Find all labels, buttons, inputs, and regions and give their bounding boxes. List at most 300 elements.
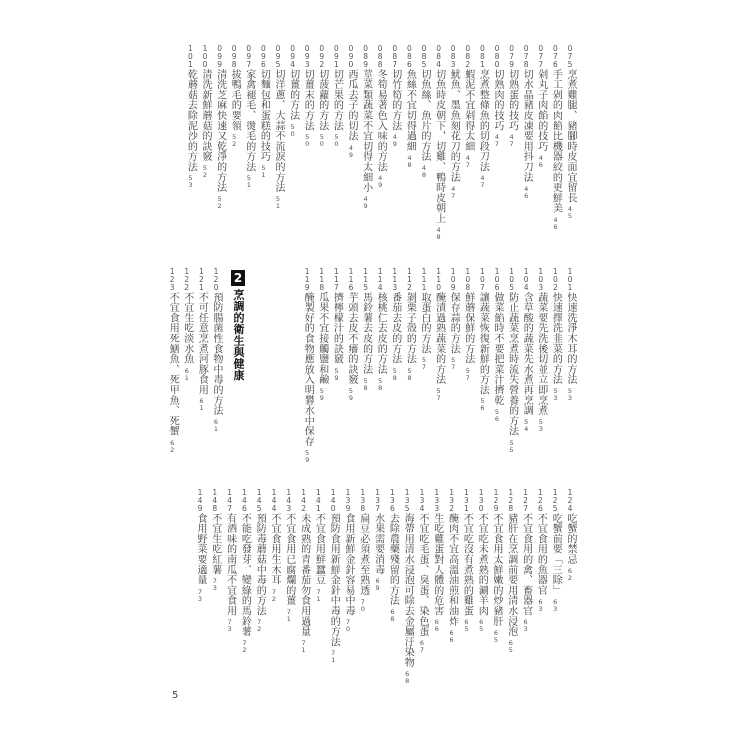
entry-title: 食用新鮮金針容易中毒 [343, 513, 354, 617]
toc-entry[interactable] [477, 45, 487, 189]
entry-number: 0 8 7 [392, 44, 398, 69]
entry-number: 1 2 4 [567, 488, 573, 513]
entry-number: 1 1 1 [421, 267, 427, 292]
entry-title: 生吃雞蛋對人體的危害 [431, 513, 443, 617]
entry-page: 7 2 [242, 639, 247, 654]
entry-title: 冬筍易著色入味的方法 [375, 69, 387, 173]
entry-title: 不宜生吃紅薯 [209, 513, 221, 576]
entry-page: 5 9 [305, 448, 310, 464]
entry-page: 6 1 [199, 397, 204, 413]
entry-title: 不宜食用的禽、畜器官 [520, 513, 532, 617]
entry-title: 不宜吃沒有煮熟的雞蛋 [461, 513, 473, 617]
entry-number: 1 2 9 [493, 488, 499, 513]
entry-title: 保存蒜的方法 [448, 292, 460, 355]
entry-page: 5 3 [553, 387, 558, 403]
toc-entry[interactable] [565, 45, 575, 220]
toc-entry[interactable] [346, 45, 356, 159]
entry-title: 手工剁的肉餡比機器絞的更鮮美 [550, 69, 562, 214]
entry-number: 0 9 4 [290, 44, 295, 69]
entry-number: 1 4 5 [256, 488, 262, 513]
entry-page: 7 2 [257, 618, 262, 634]
entry-number: 1 0 0 [202, 44, 208, 69]
entry-number: 1 4 1 [316, 488, 321, 513]
entry-page: 7 1 [286, 608, 291, 624]
entry-number: 1 3 6 [390, 488, 395, 513]
entry-number: 1 0 7 [480, 267, 485, 292]
toc-entry[interactable] [419, 268, 429, 371]
toc-entry[interactable] [550, 45, 560, 231]
entry-number: 1 2 6 [538, 488, 543, 513]
entry-title: 不宜吃毛蛋、臭蛋、染色蛋 [417, 513, 428, 637]
toc-entry[interactable] [402, 489, 412, 685]
toc-entry[interactable] [434, 45, 444, 241]
entry-page: 5 1 [261, 164, 266, 180]
entry-number: 1 4 8 [212, 488, 218, 513]
entry-number: 1 2 1 [199, 267, 204, 292]
toc-entry[interactable] [273, 45, 283, 210]
entry-page: 4 8 [421, 164, 427, 180]
toc-entry[interactable] [536, 45, 546, 169]
toc-entry[interactable] [521, 268, 531, 433]
entry-page: 5 3 [567, 387, 573, 403]
entry-page: 5 0 [290, 122, 295, 138]
entry-number: 1 2 7 [523, 488, 528, 513]
toc-entry[interactable] [244, 45, 254, 189]
toc-entry[interactable] [447, 489, 457, 644]
entry-page: 4 6 [524, 184, 529, 200]
toc-entry[interactable] [331, 45, 341, 148]
entry-page: 6 3 [538, 597, 543, 613]
entry-number: 1 0 1 [188, 44, 193, 69]
entry-title: 不宜吃未煮熟的涮羊肉 [476, 513, 488, 617]
toc-entry[interactable] [258, 45, 268, 179]
toc-entry[interactable] [284, 489, 294, 623]
entry-title: 預防腸菌性食物中毒的方法 [211, 292, 222, 416]
toc-entry[interactable] [182, 268, 192, 382]
entry-page: 7 0 [360, 597, 365, 613]
toc-entry[interactable] [506, 489, 516, 654]
toc-entry[interactable] [210, 489, 220, 592]
entry-title: 切熟肉的技巧 [492, 69, 503, 132]
entry-number: 1 1 4 [377, 267, 383, 292]
entry-page: 4 7 [494, 133, 500, 149]
entry-title: 切魚絲、魚片的方法 [419, 69, 430, 163]
entry-title: 瓜果不宜接觸鹽和鹼 [316, 292, 328, 386]
entry-title: 切竹筍的方法 [389, 69, 401, 132]
entry-number: 0 9 3 [304, 44, 310, 69]
entry-title: 不宜食用的魚器官 [535, 513, 547, 596]
entry-page: 7 0 [345, 618, 351, 634]
entry-title: 魷魚、墨魚刻花刀的方法 [448, 69, 460, 183]
entry-page: 4 9 [348, 143, 354, 159]
entry-title: 不宜食用死鱔魚、死甲魚、死蟹 [167, 292, 179, 437]
entry-title: 不可任意烹煮河豚食用 [196, 292, 208, 396]
toc-entry[interactable] [167, 268, 177, 454]
toc-entry[interactable] [225, 489, 235, 633]
entry-number: 1 2 2 [184, 267, 190, 292]
toc-entry[interactable] [434, 268, 444, 402]
entry-title: 切魚時皮朝下，切雞、鴨時皮朝上 [433, 69, 445, 224]
entry-number: 1 4 3 [286, 488, 292, 513]
entry-number: 1 3 7 [375, 488, 380, 513]
entry-page: 4 6 [538, 153, 543, 169]
entry-page: 4 9 [392, 133, 397, 149]
entry-page: 6 5 [493, 628, 499, 644]
entry-page: 6 5 [508, 639, 513, 654]
entry-number: 0 8 5 [421, 44, 427, 69]
entry-number: 1 2 3 [169, 267, 175, 292]
entry-page: 7 3 [212, 577, 217, 593]
section-title: 烹調的衛生與健康 [232, 289, 245, 381]
entry-title: 莖菜類蔬菜不宜切得太細小 [360, 69, 372, 193]
entry-page: 6 1 [213, 418, 219, 433]
entry-page: 5 9 [348, 387, 354, 403]
entry-page: 6 7 [419, 639, 425, 654]
toc-entry[interactable] [507, 45, 517, 148]
toc-entry[interactable] [463, 45, 473, 169]
entry-number: 1 2 0 [213, 267, 219, 292]
entry-page: 5 0 [319, 133, 324, 149]
entry-page: 5 1 [246, 174, 251, 190]
toc-entry[interactable] [536, 268, 546, 433]
entry-number: 0 8 1 [480, 44, 485, 69]
entry-title: 乾蘑菇去除泥沙的方法 [185, 69, 197, 173]
toc-entry[interactable] [254, 489, 264, 633]
entry-number: 0 7 6 [553, 44, 558, 69]
entry-title: 切薑的方法 [287, 69, 299, 121]
entry-title: 海帶用清水浸泡可除去金屬汙染物 [402, 513, 414, 668]
entry-number: 1 0 5 [509, 267, 514, 292]
entry-number: 0 9 2 [319, 44, 325, 69]
entry-number: 0 9 6 [261, 44, 266, 69]
entry-page: 7 3 [227, 618, 232, 634]
entry-title: 預防毒蘑菇中毒的方法 [254, 513, 266, 617]
toc-entry[interactable] [328, 489, 338, 664]
toc-entry[interactable] [317, 45, 327, 148]
toc-entry[interactable] [476, 489, 486, 633]
entry-title: 蔬菜要先洗後切並立即烹煮 [535, 292, 547, 416]
toc-entry[interactable] [507, 268, 517, 454]
entry-title: 醃肉不宜高溫油煎和油炸 [446, 513, 458, 627]
entry-number: 1 1 9 [304, 267, 310, 292]
entry-number: 1 4 2 [301, 488, 306, 513]
entry-page: 4 7 [451, 184, 456, 200]
entry-title: 不宜食用生木耳 [269, 513, 280, 586]
entry-number: 1 0 4 [523, 267, 529, 292]
toc-entry[interactable] [288, 45, 298, 138]
toc-entry[interactable] [463, 268, 473, 382]
entry-page: 5 8 [378, 376, 383, 392]
toc-entry[interactable] [550, 268, 560, 402]
entry-title: 馬鈴薯去皮的方法 [360, 292, 372, 375]
entry-page: 5 7 [451, 356, 456, 372]
entry-number: 1 0 1 [567, 267, 573, 292]
entry-page: 5 0 [305, 133, 310, 149]
entry-title: 豬肝在烹調前要用清水浸泡 [505, 513, 517, 637]
entry-page: 7 1 [331, 649, 336, 665]
entry-page: 5 2 [232, 133, 237, 149]
entry-title: 擠檸檬汁的訣竅 [331, 292, 343, 365]
entry-number: 1 4 4 [271, 488, 277, 513]
entry-page: 4 9 [363, 195, 368, 210]
entry-page: 7 3 [197, 587, 203, 603]
entry-page: 5 8 [392, 366, 397, 382]
entry-number: 1 1 2 [407, 267, 412, 292]
entry-number: 1 3 9 [345, 488, 351, 513]
entry-title: 扁豆必須煮至熟透 [357, 513, 369, 596]
entry-page: 5 6 [480, 397, 485, 413]
entry-number: 1 3 0 [478, 488, 484, 513]
entry-page: 5 6 [494, 407, 500, 423]
entry-number: 1 0 3 [538, 267, 544, 292]
toc-entry[interactable] [550, 489, 560, 613]
entry-number: 0 7 9 [509, 44, 514, 69]
entry-page: 6 8 [390, 608, 395, 624]
toc-entry[interactable] [361, 268, 371, 392]
toc-entry[interactable] [200, 45, 210, 179]
toc-entry[interactable] [387, 489, 397, 623]
entry-title: 剁丸子肉餡的技巧 [535, 69, 547, 152]
entry-number: 1 3 1 [464, 488, 469, 513]
toc-entry[interactable] [404, 45, 414, 169]
entry-page: 5 7 [465, 366, 470, 382]
toc-entry[interactable] [491, 489, 501, 644]
entry-page: 7 1 [301, 639, 306, 654]
entry-page: 4 8 [436, 225, 441, 241]
entry-title: 切麵包和蛋糕的技巧 [258, 69, 270, 163]
entry-title: 切薑末的方法 [302, 69, 314, 132]
entry-page: 5 0 [334, 133, 339, 149]
entry-number: 0 8 3 [450, 44, 456, 69]
entry-title: 不宜生吃淡水魚 [181, 292, 193, 365]
entry-title: 清洗芝麻快速又乾淨的方法 [214, 69, 226, 193]
entry-page: 5 2 [202, 164, 208, 180]
entry-number: 1 3 2 [449, 488, 454, 513]
entry-page: 6 3 [523, 618, 528, 634]
toc-entry[interactable] [492, 45, 502, 148]
entry-number: 0 9 8 [231, 44, 237, 69]
entry-title: 不能吃發芽、變綠的馬鈴薯 [239, 513, 251, 637]
entry-number: 1 3 3 [434, 488, 440, 513]
entry-number: 0 9 7 [246, 44, 252, 69]
entry-page: 6 9 [375, 577, 380, 593]
entry-number: 0 7 8 [523, 44, 529, 69]
entry-title: 蝦泥不宜剁得太細 [462, 69, 474, 152]
entry-number: 0 7 5 [567, 44, 573, 69]
entry-number: 1 1 5 [363, 267, 368, 292]
entry-page: 5 7 [421, 356, 427, 372]
entry-page: 7 1 [316, 587, 321, 603]
entry-number: 0 9 1 [334, 44, 339, 69]
toc-entry[interactable] [565, 489, 575, 582]
entry-page: 6 1 [184, 366, 189, 382]
section-number: 2 [231, 270, 245, 286]
entry-page: 4 6 [553, 215, 558, 231]
entry-page: 6 2 [170, 438, 175, 454]
toc-entry[interactable] [419, 45, 429, 179]
entry-title: 取蛋白的方法 [419, 292, 430, 355]
entry-page: 4 9 [378, 174, 383, 190]
toc-entry[interactable] [302, 45, 312, 148]
entry-page: 5 4 [524, 418, 529, 433]
entry-page: 4 8 [407, 153, 412, 169]
entry-number: 1 1 8 [319, 267, 325, 292]
toc-entry[interactable] [565, 268, 575, 402]
entry-number: 1 1 6 [348, 267, 354, 292]
entry-page: 5 2 [217, 195, 222, 210]
entry-number: 1 1 3 [392, 267, 398, 292]
toc-entry[interactable] [346, 268, 356, 402]
entry-title: 核桃仁去皮的方法 [375, 292, 387, 375]
entry-title: 切菠蘿的方法 [316, 69, 328, 132]
entry-page: 4 7 [509, 133, 514, 149]
toc-entry[interactable] [343, 489, 353, 633]
entry-number: 1 4 6 [242, 488, 247, 513]
toc-entry[interactable] [373, 489, 383, 592]
toc-entry[interactable] [390, 45, 400, 148]
entry-title: 吃蟹前要「三除」 [550, 513, 562, 596]
toc-entry[interactable] [477, 268, 487, 412]
toc-entry[interactable] [361, 45, 371, 210]
toc-entry[interactable] [331, 268, 341, 382]
entry-page: 5 8 [407, 366, 412, 382]
entry-title: 切水晶豬皮凍要用抖刀法 [521, 69, 533, 183]
toc-entry[interactable] [448, 268, 458, 371]
toc-entry[interactable] [185, 45, 195, 189]
toc-entry[interactable] [448, 45, 458, 200]
entry-title: 西瓜去子的切法 [346, 69, 357, 142]
entry-title: 拔鴨毛的要領 [229, 69, 241, 132]
entry-number: 1 4 7 [227, 488, 232, 513]
toc-entry[interactable] [299, 489, 309, 654]
entry-number: 0 8 6 [407, 44, 412, 69]
entry-title: 鮮蘑保鮮的方法 [462, 292, 474, 365]
entry-title: 預防食用新鮮金針中毒的方法 [328, 513, 340, 648]
toc-entry[interactable] [317, 268, 327, 402]
entry-title: 家禽褪毛、燙毛的方法 [243, 69, 255, 173]
entry-number: 0 8 2 [465, 44, 471, 69]
entry-number: 0 7 7 [538, 44, 544, 69]
toc-entry[interactable] [492, 268, 502, 423]
entry-number: 1 3 8 [360, 488, 366, 513]
entry-title: 快速擇洗韭菜的方法 [550, 292, 562, 386]
entry-number: 1 2 8 [508, 488, 514, 513]
entry-page: 6 5 [479, 618, 484, 634]
entry-title: 水果需要消毒 [372, 513, 384, 576]
toc-entry[interactable] [211, 268, 221, 433]
entry-title: 含草酸的蔬菜先水煮再烹調 [521, 292, 533, 416]
entry-number: 0 9 5 [275, 44, 281, 69]
toc-entry[interactable] [404, 268, 414, 382]
entry-title: 醃製好的食物應放入明礬水中保存 [302, 292, 314, 447]
entry-page: 6 8 [405, 669, 410, 685]
entry-number: 1 0 6 [494, 267, 500, 292]
toc-entry[interactable] [239, 489, 249, 654]
entry-title: 烹煮整條魚的切段刀法 [477, 69, 489, 173]
entry-page: 6 3 [553, 597, 558, 613]
entry-number: 0 8 8 [377, 44, 383, 69]
entry-title: 切熟蛋的技巧 [506, 69, 518, 132]
entry-page: 5 9 [334, 366, 339, 382]
entry-title: 芋頭去皮不癢的訣竅 [346, 292, 357, 386]
entry-title: 不宜食用已腐爛的薑 [283, 513, 295, 607]
toc-entry[interactable] [269, 489, 279, 603]
toc-entry[interactable] [521, 489, 531, 633]
entry-number: 0 8 4 [436, 44, 441, 69]
entry-title: 魚絲不宜切得過細 [404, 69, 416, 152]
entry-title: 切洋蔥、大蒜不流淚的方法 [273, 69, 284, 193]
toc-entry[interactable] [461, 489, 471, 633]
entry-page: 5 9 [319, 387, 324, 403]
entry-number: 1 1 7 [334, 267, 339, 292]
entry-page: 5 3 [188, 174, 193, 190]
entry-page: 7 2 [271, 587, 277, 603]
entry-title: 不宜食用鮮蠶豆 [313, 513, 325, 586]
entry-page: 5 5 [509, 438, 514, 454]
entry-number: 1 0 9 [450, 267, 456, 292]
toc-entry[interactable] [521, 45, 531, 200]
toc-entry[interactable] [390, 268, 400, 382]
entry-number: 1 1 0 [436, 267, 441, 292]
entry-page: 5 8 [363, 376, 368, 392]
toc-entry[interactable] [417, 489, 427, 654]
toc-entry[interactable] [358, 489, 368, 613]
entry-number: 1 0 2 [553, 267, 558, 292]
section-heading [231, 270, 245, 381]
entry-number: 0 9 0 [348, 44, 354, 69]
entry-page: 6 6 [449, 628, 454, 644]
toc-entry[interactable] [432, 489, 442, 633]
entry-title: 防止蔬菜烹煮時流失營養的方法 [506, 292, 518, 437]
entry-title: 清洗新鮮蘑菇的訣竅 [200, 69, 211, 163]
toc-entry[interactable] [535, 489, 545, 613]
toc-entry[interactable] [302, 268, 312, 464]
entry-title: 食用野菜要適量 [195, 513, 206, 586]
entry-page: 6 5 [464, 618, 469, 634]
entry-number: 0 9 9 [217, 44, 222, 69]
entry-title: 剝栗子殼的方法 [404, 292, 416, 365]
entry-page: 6 6 [434, 618, 439, 634]
toc-entry[interactable] [375, 45, 385, 189]
entry-title: 未成熟的青番茄勿食用過量 [298, 513, 310, 637]
entry-title: 吃蟹的禁忌 [565, 513, 576, 565]
entry-number: 1 3 4 [419, 488, 425, 513]
entry-title: 快速洗淨木耳的方法 [565, 292, 576, 386]
entry-title: 番茄去皮的方法 [389, 292, 401, 365]
entry-number: 0 8 9 [363, 44, 368, 69]
entry-title: 烹煮雞腿、豬腳時皮面宜留長 [565, 69, 576, 204]
entry-title: 不宜食用太鮮嫩的炒豬肝 [491, 513, 502, 627]
entry-page: 4 7 [465, 153, 470, 169]
toc-entry[interactable] [215, 45, 225, 210]
entry-number: 1 0 8 [465, 267, 471, 292]
entry-page: 4 5 [567, 205, 573, 221]
toc-entry[interactable] [229, 45, 239, 148]
entry-title: 做菜餡時不要把菜汁擠乾 [492, 292, 503, 406]
entry-page: 6 2 [567, 566, 573, 582]
entry-page: 5 7 [436, 387, 441, 403]
toc-entry[interactable] [313, 489, 323, 603]
entry-number: 1 4 0 [330, 488, 336, 513]
entry-title: 讓蔬菜恢復新鮮的方法 [477, 292, 489, 396]
toc-entry[interactable] [196, 268, 206, 412]
toc-entry[interactable] [195, 489, 205, 603]
entry-page: 5 1 [275, 195, 281, 210]
page-number: 5 [172, 690, 179, 701]
entry-title: 切芒果的方法 [331, 69, 343, 132]
toc-entry[interactable] [375, 268, 385, 392]
entry-page: 4 7 [480, 174, 485, 190]
